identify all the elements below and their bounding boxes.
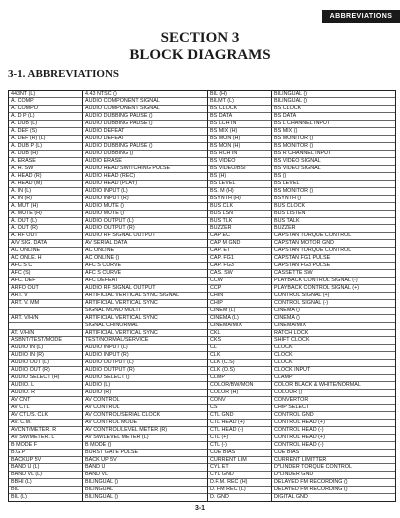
abbr-cell: BIL (H) — [208, 91, 271, 98]
abbr-cell: CTL HEAD (+) — [208, 420, 271, 427]
abbr-cell: BS VIDEO/BSI — [208, 166, 271, 173]
abbr-cell: CS — [208, 405, 271, 412]
abbr-cell: A. HEAD (M) — [9, 181, 82, 188]
abbr-cell: BIL — [9, 487, 82, 494]
meaning-cell: BILINGUAL — [83, 487, 207, 494]
meaning-cell: AUDIO INPUT (L) — [83, 345, 207, 352]
meaning-cell: CLOCK — [272, 360, 395, 367]
abbr-cell: CAP. FG3 — [208, 263, 271, 270]
meaning-cell: ARTIFICIAL VERTICAL SYNC — [83, 300, 207, 307]
meaning-cell: CAPSTAN MOTOR GND — [272, 240, 395, 247]
abbr-cell: CAP. FG1 — [208, 255, 271, 262]
meaning-cell: SIGNAL MONO MULTI — [83, 308, 207, 315]
abbr-cell: AC ONLE. H — [9, 255, 82, 262]
abbr-cell: AV CTL — [9, 405, 82, 412]
abbr-cell: BS. M (H) — [208, 188, 271, 195]
meaning-cell: CASSETTE SW — [272, 270, 395, 277]
meaning-cell: CONTROL HEAD (-) — [272, 427, 395, 434]
meaning-cell: AUDIO DUBBING PAUSE () — [83, 113, 207, 120]
meaning-cell: BACK UP 5V — [83, 457, 207, 464]
abbr-cell: CAP. ET — [208, 248, 271, 255]
abbr-cell: B.G.P — [9, 450, 82, 457]
abbr-cell: 443NT (L) — [9, 91, 82, 98]
meaning-cell: AUDIO RF SIGNAL OUTPUT — [83, 285, 207, 292]
meaning-cell: AV SERIAL DATA — [83, 240, 207, 247]
meaning-cell: D*LINDER TORQUE CONTROL — [272, 464, 395, 471]
meaning-cell: AUDIO INPUT (L) — [83, 188, 207, 195]
meaning-cell: AUDIO INPUT (R) — [83, 196, 207, 203]
abbr-cell: AVCNT/METER. R — [9, 427, 82, 434]
abbr-cell: CLMP — [208, 375, 271, 382]
meaning-cell: BAND VL — [83, 472, 207, 479]
abbr-cell: A. OUT (L) — [9, 218, 82, 225]
abbr-cell: CAS. SW — [208, 270, 271, 277]
right-abbr-column — [208, 91, 272, 501]
meaning-cell: CUE BIAS — [272, 450, 395, 457]
meaning-cell: AUDIO DUBBING PAUSE () — [83, 121, 207, 128]
abbr-cell — [9, 323, 82, 330]
meaning-cell: AV CONTROL — [83, 397, 207, 404]
abbr-cell: AUDIO IN (R) — [9, 352, 82, 359]
abbr-cell: CKL — [208, 330, 271, 337]
meaning-cell: AUDIO OUTPUT (R) — [83, 367, 207, 374]
abbr-cell: D. FM REC (L) — [208, 487, 271, 494]
meaning-cell: CLOCK INPUT — [272, 367, 395, 374]
meaning-cell: CONTROL HEAD (-) — [272, 442, 395, 449]
abbr-cell: BS RCH IN — [208, 151, 271, 158]
abbr-cell: BUS CLK — [208, 203, 271, 210]
abbr-cell: ART. V. MM — [9, 300, 82, 307]
abbr-cell: BACKUP 5V — [9, 457, 82, 464]
abbr-cell: BAND U (L) — [9, 464, 82, 471]
abbr-cell: AUDIO. L — [9, 382, 82, 389]
meaning-cell: DIGITAL GND — [274, 494, 308, 500]
meaning-cell: AFC S CURVE — [83, 270, 207, 277]
abbr-cell: AFC. DEF — [9, 278, 82, 285]
abbr-cell: CAP M GND — [208, 240, 271, 247]
abbr-cell: CTL (+) — [208, 435, 271, 442]
abbr-cell: B MODE F — [9, 442, 82, 449]
abbr-cell: CLK (O.S) — [208, 367, 271, 374]
abbr-cell: CTL HEAD (-) — [208, 427, 271, 434]
meaning-cell: BS VIDEO SIGNAL — [272, 166, 395, 173]
abbr-cell: A. COMPO — [9, 106, 82, 113]
abbr-cell: BS (H) — [208, 173, 271, 180]
meaning-cell: CAPSTAN TORQUE CONTROL — [272, 248, 395, 255]
meaning-cell: AUDIO HEAD (PLAY) — [83, 181, 207, 188]
abbr-cell: BS DATA — [208, 113, 271, 120]
meaning-cell: CLOCK — [272, 345, 395, 352]
abbr-cell: AV CTL/S. CLK — [9, 412, 82, 419]
abbr-cell: AV SW/METER. L — [9, 435, 82, 442]
left-meaning-column — [83, 91, 208, 501]
abbr-cell: CINEM (L) — [208, 308, 271, 315]
abbr-cell: CTL (-) — [208, 442, 271, 449]
abbr-cell: BS VIDEO — [208, 158, 271, 165]
meaning-cell: AV CONTROL MODE — [83, 420, 207, 427]
meaning-cell: CONTROL HEAD (+) — [272, 420, 395, 427]
meaning-cell: CINEMA/MIX — [272, 323, 395, 330]
section-number: SECTION 3 — [160, 30, 240, 46]
abbr-cell: AV. C.M. — [9, 420, 82, 427]
abbr-cell: BAND VL (L) — [9, 472, 82, 479]
abbr-cell: A. DEF (S) — [9, 128, 82, 135]
meaning-cell: AUDIO HEAD SWITCHING PULSE — [83, 166, 207, 173]
meaning-cell: SIGNAL CH/NORMAL — [83, 323, 207, 330]
meaning-cell: CONTROL GND — [272, 412, 395, 419]
abbr-cell: AFC (S) — [9, 270, 82, 277]
meaning-cell: BS () — [272, 173, 395, 180]
meaning-cell: BS MONITOR () — [272, 188, 395, 195]
abbr-cell: D.F.M. REC (H) — [208, 479, 271, 486]
meaning-cell: AUDIO DEFEAT — [83, 128, 207, 135]
meaning-cell: BUS TALK — [272, 218, 395, 225]
abbr-cell: CURRENT LIM — [208, 457, 271, 464]
meaning-cell: BS MONITOR () — [272, 143, 395, 150]
meaning-cell: ARTIFICIAL VERTICAL SYNC — [83, 330, 207, 337]
abbr-cell: BIL (L) — [11, 494, 27, 500]
meaning-cell: AUDIO HEAD (REC) — [83, 173, 207, 180]
subsection-heading: 3-1. ABBREVIATIONS — [8, 68, 120, 80]
abbr-cell: CTL GND — [208, 412, 271, 419]
abbr-cell: CCP — [208, 285, 271, 292]
meaning-cell: AV CONTROL/SERIAL CLOCK — [83, 412, 207, 419]
abbr-cell: CAP EC — [208, 233, 271, 240]
abbr-cell: A. DUB (H) — [9, 151, 82, 158]
meaning-cell: DELAYED FM RECORDING () — [272, 487, 395, 494]
abbr-cell: BUS LSN — [208, 211, 271, 218]
abbr-cell: BS MON (H) — [208, 136, 271, 143]
abbr-cell: ART. V/H/N — [9, 315, 82, 322]
meaning-cell: BS MONITOR () — [272, 136, 395, 143]
meaning-cell: AUDIO OUTPUT (R) — [83, 225, 207, 232]
abbr-cell: AV CNT — [9, 397, 82, 404]
right-meaning-column — [272, 91, 395, 501]
abbr-cell: CONV — [208, 397, 271, 404]
abbr-cell: COLOR (H) — [208, 390, 271, 397]
meaning-cell: AUDIO COMPONENT SIGNAL — [83, 98, 207, 105]
abbr-cell: CUE BIAS — [208, 450, 271, 457]
meaning-cell: RATCH LOCK — [272, 330, 395, 337]
abbr-cell: A. H. SW — [9, 166, 82, 173]
abbr-cell: A. MUTE (H) — [9, 211, 82, 218]
abbr-cell: A. DEF (R) (L) — [9, 136, 82, 143]
meaning-cell: AUDIO OUTPUT (L) — [83, 360, 207, 367]
abbr-cell: BS MON (H) — [208, 143, 271, 150]
meaning-cell: AFC DEFEAT — [83, 278, 207, 285]
abbr-cell: A/V SIG. DATA — [9, 240, 82, 247]
abbr-cell: AUDIO OUT (L) — [9, 360, 82, 367]
abbr-cell: A. OUT (R) — [9, 225, 82, 232]
meaning-cell: CAPSTAN FG1 PULSE — [272, 255, 395, 262]
abbreviations-table — [8, 90, 396, 502]
abbr-cell: AFC S C — [9, 263, 82, 270]
meaning-cell: BS R CHANNEL INPUT — [272, 151, 395, 158]
meaning-cell: B MODE () — [83, 442, 207, 449]
meaning-cell: BS L CHANNEL INPUT — [272, 121, 395, 128]
abbr-cell: A. IN (L) — [9, 188, 82, 195]
abbr-cell: BUZZER — [208, 225, 271, 232]
section-title: BLOCK DIAGRAMS — [129, 47, 271, 63]
meaning-cell: AUDIO INPUT (R) — [83, 352, 207, 359]
meaning-cell: BUS LISTEN — [272, 211, 395, 218]
meaning-cell: CONTROL SIGNAL (+) — [272, 293, 395, 300]
meaning-cell: AUDIO DUBBING () — [83, 151, 207, 158]
meaning-cell: CINEMA () — [272, 315, 395, 322]
abbr-cell: CYL ET — [208, 464, 271, 471]
meaning-cell: PLAYBACK CONTROL SIGNAL (+) — [272, 285, 395, 292]
meaning-cell: BILINGUAL () — [272, 91, 395, 98]
meaning-cell: AUDIO DUBBING PAUSE () — [83, 143, 207, 150]
meaning-cell: COLOUR () — [272, 390, 395, 397]
meaning-cell: DELAYED FM RECORDING () — [272, 479, 395, 486]
abbr-cell: A. MUT (H) — [9, 203, 82, 210]
meaning-cell: AUDIO DEFEAT — [83, 136, 207, 143]
abbr-cell — [9, 308, 82, 315]
abbr-cell: D. GND — [210, 494, 229, 500]
abbr-cell: A. DUB P (L) — [9, 143, 82, 150]
section-tab: ABBREVIATIONS — [322, 10, 400, 23]
meaning-cell: CAPSTAN TORQUE CONTROL — [272, 233, 395, 240]
meaning-cell: 4.43 NTSC () — [83, 91, 207, 98]
abbr-cell: AUDIO SELECT (H) — [9, 375, 82, 382]
meaning-cell: ARTIFICIAL VERTICAL SYNC — [83, 315, 207, 322]
meaning-cell: AUDIO MUTE () — [83, 203, 207, 210]
meaning-cell: BILINGUAL () — [85, 494, 119, 500]
abbr-cell: AUDIO. R — [9, 390, 82, 397]
meaning-cell: CLAMP — [272, 375, 395, 382]
abbr-cell: CLK (C.S) — [208, 360, 271, 367]
meaning-cell: BS MIX () — [272, 128, 395, 135]
abbr-cell: BUS TLK — [208, 218, 271, 225]
meaning-cell: TEST/NORMAL/SERVICE — [83, 337, 207, 344]
abbr-cell: AC ONLINE — [9, 248, 82, 255]
meaning-cell: AFC S CURVE — [83, 263, 207, 270]
abbr-cell: CINEMA/MIX — [208, 323, 271, 330]
abbr-cell: BS CLOCK — [208, 106, 271, 113]
abbr-cell: CL — [208, 345, 271, 352]
abbr-cell: CLK — [208, 352, 271, 359]
meaning-cell: PLAYBACK CONTROL SIGNAL (-) — [272, 278, 395, 285]
abbr-cell: CHIN — [208, 293, 271, 300]
abbr-cell: BILMT (L) — [208, 98, 271, 105]
meaning-cell: AC ONLINE — [83, 248, 207, 255]
meaning-cell: BURST GATE PULSE — [83, 450, 207, 457]
meaning-cell: AUDIO MUTE () — [83, 211, 207, 218]
abbr-cell: ASBNT/TEST/MODE — [9, 337, 82, 344]
meaning-cell: AUDIO RF SIGNAL OUTPUT — [83, 233, 207, 240]
meaning-cell: BILINGUAL () — [83, 479, 207, 486]
abbr-cell: BS LCH IN — [208, 121, 271, 128]
meaning-cell: BILINGUAL () — [272, 98, 395, 105]
meaning-cell: AUDIO OUTPUT (L) — [83, 218, 207, 225]
meaning-cell: AV SW/LEVEL METER (L) — [83, 435, 207, 442]
meaning-cell: BSYNTH () — [272, 196, 395, 203]
abbr-cell: AUDIO OUT (R) — [9, 367, 82, 374]
meaning-cell: D*LINDER GND — [272, 472, 395, 479]
abbr-cell: BBHI (L) — [9, 479, 82, 486]
meaning-cell: BS DATA — [272, 113, 395, 120]
meaning-cell: CONTROL SIGNAL (-) — [272, 300, 395, 307]
meaning-cell: AUDIO (L) — [83, 382, 207, 389]
abbr-cell: AT. V/H/N — [9, 330, 82, 337]
meaning-cell: COLOR BLACK & WHITE/NORMAL — [272, 382, 395, 389]
meaning-cell: BS LEVEL — [272, 181, 395, 188]
abbr-cell: A. ERASE — [9, 158, 82, 165]
page-number: 3-1 — [194, 505, 206, 512]
meaning-cell: AV CONTROL/LEVEL METER (R) — [83, 427, 207, 434]
abbr-cell: BS LEVEL — [208, 181, 271, 188]
meaning-cell: CLOCK — [272, 352, 395, 359]
abbr-cell: CINEMA (L) — [208, 315, 271, 322]
abbr-cell: A. IN (R) — [9, 196, 82, 203]
meaning-cell: BUZZER — [272, 225, 395, 232]
meaning-cell: AC ONLINE () — [83, 255, 207, 262]
meaning-cell: CURRENT LIMITTER — [272, 457, 395, 464]
meaning-cell: CHIP SELECT — [272, 405, 395, 412]
meaning-cell: AUDIO (R) — [83, 390, 207, 397]
meaning-cell: AUDIO ERASE — [83, 158, 207, 165]
abbr-cell: CYL GND — [208, 472, 271, 479]
meaning-cell: AUDIO COMPONENT SIGNAL — [83, 106, 207, 113]
abbr-cell: COLOR/BW/MON — [208, 382, 271, 389]
meaning-cell: CINEMA () — [272, 308, 395, 315]
abbr-cell: A. DUB (L) — [9, 121, 82, 128]
page-title — [0, 30, 400, 64]
meaning-cell: BS CLOCK — [272, 106, 395, 113]
meaning-cell: CAPSTAN FG3 PULSE — [272, 263, 395, 270]
abbr-cell: A. RF OUT — [9, 233, 82, 240]
abbr-cell: AUDIO IN (L) — [9, 345, 82, 352]
meaning-cell: ARTIFICIAL VERTICAL SYNC SIGNAL — [83, 293, 207, 300]
meaning-cell: BS VIDEO SIGNAL — [272, 158, 395, 165]
meaning-cell: SHIFT CLOCK — [272, 337, 395, 344]
abbr-cell: CHIP — [208, 300, 271, 307]
meaning-cell: CONTROL HEAD (+) — [272, 435, 395, 442]
abbr-cell: ART. V — [9, 293, 82, 300]
abbr-cell: CKS — [208, 337, 271, 344]
meaning-cell: CONVERTOR — [272, 397, 395, 404]
abbr-cell: ARFO OUT — [9, 285, 82, 292]
abbr-cell: BSYNTH (H) — [208, 196, 271, 203]
meaning-cell: BUS CLOCK — [272, 203, 395, 210]
abbr-cell: A. HEAD (R) — [9, 173, 82, 180]
abbr-cell: CCW — [208, 278, 271, 285]
meaning-cell: AV CONTROL — [83, 405, 207, 412]
abbr-cell: A. COMP — [9, 98, 82, 105]
abbr-cell: A. D P (L) — [9, 113, 82, 120]
abbr-cell: BS MIX (H) — [208, 128, 271, 135]
meaning-cell: BAND U — [83, 464, 207, 471]
meaning-cell: AUDIO SELECT () — [83, 375, 207, 382]
left-abbr-column — [9, 91, 83, 501]
